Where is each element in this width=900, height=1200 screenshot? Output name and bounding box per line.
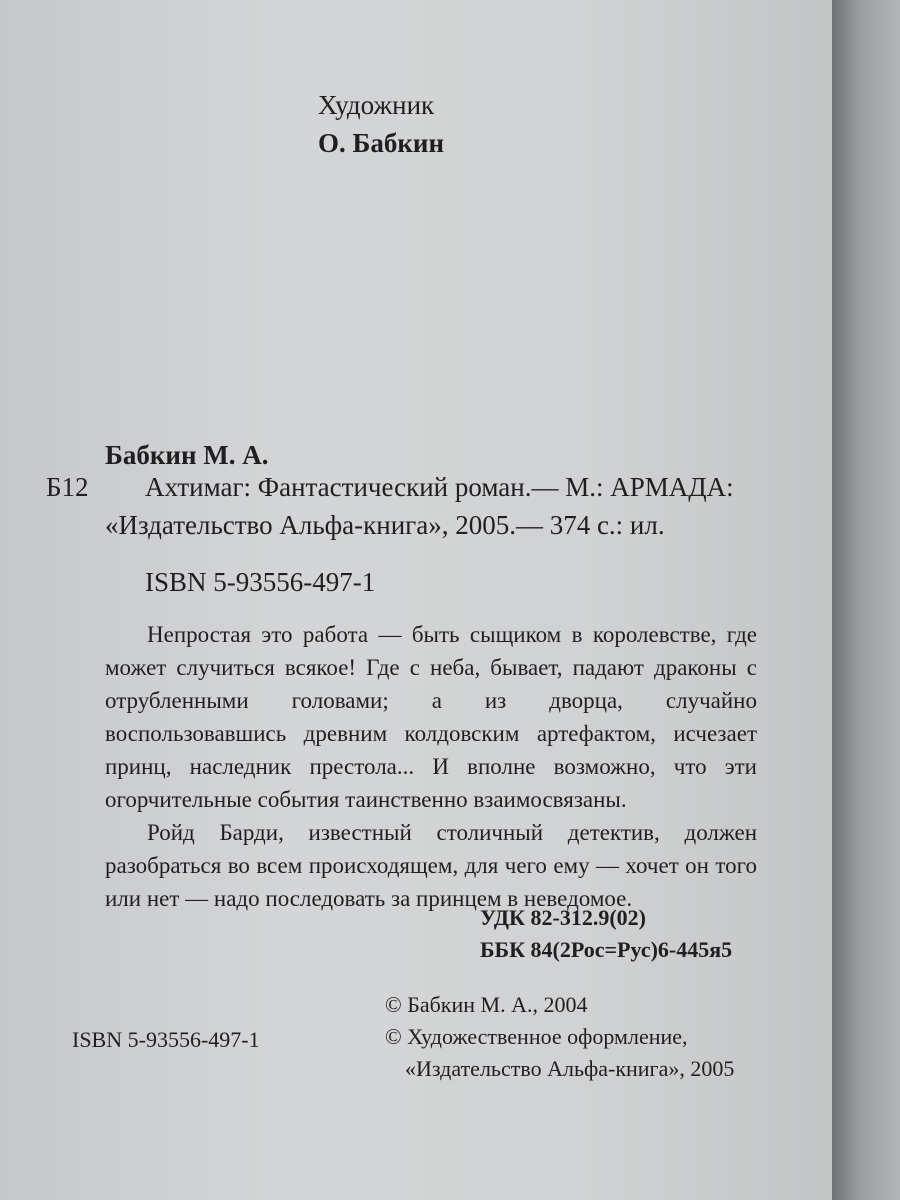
udk-code: УДК 82-312.9(02) <box>480 905 646 930</box>
bbk-code: ББК 84(2Рос=Рус)6-445я5 <box>480 937 733 962</box>
catalog-isbn: ISBN 5-93556-497-1 <box>145 567 376 597</box>
catalog-code: Б12 <box>46 472 89 502</box>
copyright-publisher: «Издательство Альфа-книга», 2005 <box>405 1056 735 1081</box>
annotation-paragraph-1: Непростая это работа — быть сыщиком в королевстве, где может случиться всякое! Где с неба, бывает, падают драконы с отрубленными головами; а из дворца, случайно воспользовавшись древним колдовским артефактом, исчезает принц, наследник престола... И вполне возможно, что эти огорчительные события таинственно взаимосвязаны. <box>105 622 757 812</box>
artist-name: О. Бабкин <box>318 128 445 158</box>
copyright-design: © Художественное оформление, <box>385 1024 688 1049</box>
catalog-description-line1: Ахтимаг: Фантастический роман.— М.: АРМАДА: <box>145 472 734 502</box>
adjacent-page-edge <box>832 0 900 1200</box>
catalog-description-line2: «Издательство Альфа-книга», 2005.— 374 с.: ил. <box>105 510 665 540</box>
copyright-author: © Бабкин М. А., 2004 <box>385 992 588 1017</box>
catalog-author: Бабкин М. А. <box>105 440 269 470</box>
artist-role: Художник <box>318 90 435 120</box>
annotation-paragraph-2: Ройд Барди, известный столичный детектив, должен разобраться во всем происходящем, для чего ему — хочет он того или нет — надо последовать за принцем в неведомое. <box>105 820 757 911</box>
annotation <box>105 618 757 915</box>
isbn-bottom: ISBN 5-93556-497-1 <box>72 1027 260 1052</box>
